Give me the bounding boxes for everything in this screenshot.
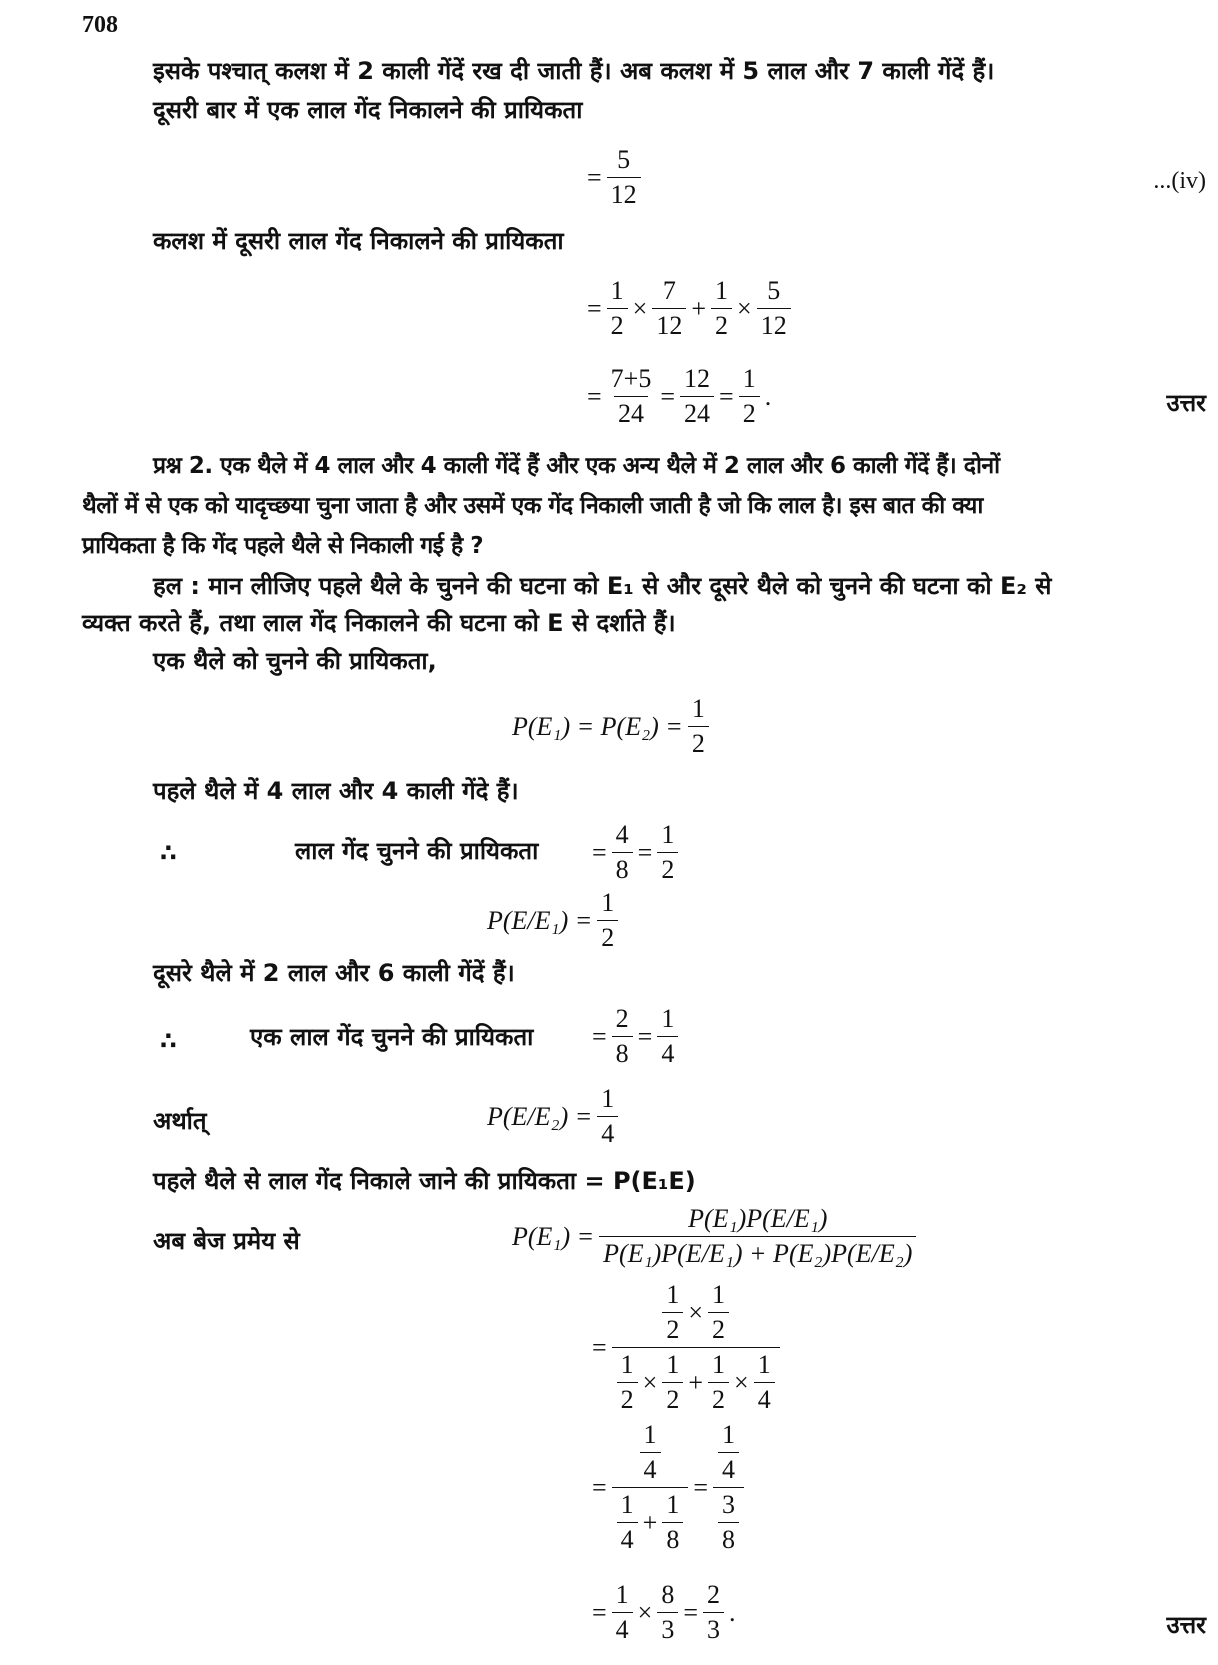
denominator bbox=[708, 1382, 729, 1415]
math-text: = bbox=[592, 1472, 607, 1502]
math-text: + bbox=[688, 1367, 704, 1397]
math-text: 2 bbox=[661, 855, 675, 884]
denominator bbox=[680, 396, 714, 429]
math-text: 2 bbox=[666, 1385, 680, 1414]
math-text: 4 bbox=[661, 1039, 675, 1068]
math-text: 24 bbox=[618, 399, 644, 428]
fraction bbox=[708, 1280, 729, 1345]
text-line: लाल गेंद चुनने की प्रायिकता bbox=[295, 837, 539, 865]
math-text: P(E₁)P(E/E₁) bbox=[688, 1204, 828, 1233]
answer-label: उत्तर bbox=[1166, 389, 1206, 417]
numerator bbox=[657, 820, 678, 852]
bayes-equation bbox=[510, 1204, 919, 1269]
math-text: 2 bbox=[610, 311, 624, 340]
math-text: 2 bbox=[615, 1004, 629, 1033]
math-text: 4 bbox=[643, 1455, 657, 1484]
denominator bbox=[739, 396, 760, 429]
fraction bbox=[657, 820, 678, 885]
math-text: 4 bbox=[601, 1119, 615, 1148]
denominator bbox=[612, 1487, 689, 1555]
math-text: 1 bbox=[666, 1490, 680, 1519]
math-text: × bbox=[637, 1597, 653, 1627]
fraction bbox=[607, 364, 656, 429]
math-text: 8 bbox=[666, 1525, 680, 1554]
math-text: × bbox=[737, 293, 752, 323]
math-text: 1 bbox=[610, 276, 624, 305]
denominator bbox=[617, 1522, 638, 1555]
math-text: 4 bbox=[757, 1385, 771, 1414]
fraction bbox=[754, 1350, 775, 1415]
answer-label: उत्तर bbox=[1166, 1611, 1206, 1639]
denominator bbox=[713, 1487, 744, 1555]
fraction bbox=[718, 1490, 739, 1555]
math-text: P(E₁)P(E/E₁) + P(E₂)P(E/E₂) bbox=[603, 1239, 913, 1268]
denominator bbox=[662, 1382, 683, 1415]
fraction bbox=[662, 1490, 683, 1555]
denominator bbox=[657, 852, 678, 885]
numerator bbox=[597, 888, 618, 920]
math-text: × bbox=[734, 1367, 749, 1397]
math-text: 1 bbox=[666, 1350, 680, 1379]
math-text: = bbox=[587, 293, 602, 323]
denominator bbox=[597, 920, 618, 953]
math-text: 7 bbox=[662, 276, 676, 305]
denominator bbox=[708, 1312, 729, 1345]
denominator bbox=[607, 308, 628, 341]
numerator bbox=[680, 364, 714, 396]
denominator bbox=[711, 308, 732, 341]
math-text: 1 bbox=[757, 1350, 771, 1379]
math-text: 12 bbox=[656, 311, 683, 340]
numerator bbox=[657, 1280, 734, 1347]
numerator bbox=[657, 1004, 678, 1036]
fraction bbox=[713, 1420, 744, 1555]
math-text: 2 bbox=[712, 1315, 726, 1344]
text-line: इसके पश्चात् कलश में 2 काली गेंदें रख दी जाती हैं। अब कलश में 5 लाल और 7 काली गेंदें हैं। bbox=[153, 57, 995, 85]
math-text: 2 bbox=[712, 1385, 726, 1414]
text-line: एक लाल गेंद चुनने की प्रायिकता bbox=[250, 1023, 534, 1051]
numerator bbox=[754, 1350, 775, 1382]
math-text: 1 bbox=[722, 1420, 736, 1449]
math-text: 1 bbox=[615, 1580, 629, 1609]
denominator bbox=[657, 1036, 678, 1069]
math-text: 12 bbox=[684, 364, 711, 393]
denominator bbox=[612, 1347, 780, 1415]
denominator bbox=[757, 308, 791, 341]
math-text: = bbox=[592, 1597, 607, 1627]
fraction bbox=[612, 1580, 633, 1645]
math-text: P(E/E₂) = bbox=[487, 1101, 593, 1131]
math-text: = bbox=[660, 381, 676, 411]
math-text: 4 bbox=[722, 1455, 736, 1484]
math-text: 5 bbox=[767, 276, 781, 305]
math-text: 1 bbox=[620, 1490, 634, 1519]
math-text: 8 bbox=[661, 1580, 675, 1609]
fraction bbox=[607, 276, 628, 341]
question-text: थैलों में से एक को यादृच्छया चुना जाता है और उसमें एक गेंद निकाली जाती है जो कि लाल है। इस बात की क्या bbox=[82, 493, 983, 519]
numerator bbox=[739, 364, 760, 396]
math-text: 1 bbox=[620, 1350, 634, 1379]
math-text: 4 bbox=[620, 1525, 634, 1554]
math-text: = bbox=[637, 837, 653, 867]
denominator bbox=[662, 1522, 683, 1555]
math-text: = bbox=[637, 1021, 653, 1051]
numerator bbox=[659, 276, 680, 308]
question-text: प्रायिकता है कि गेंद पहले थैले से निकाली गई है ? bbox=[82, 533, 484, 559]
math-text: 1 bbox=[666, 1280, 680, 1309]
math-text: = bbox=[592, 837, 607, 867]
equation bbox=[585, 364, 773, 429]
fraction bbox=[703, 1580, 724, 1645]
math-text: 2 bbox=[691, 729, 705, 758]
math-text: 2 bbox=[715, 311, 729, 340]
fraction bbox=[739, 364, 760, 429]
numerator bbox=[612, 1004, 633, 1036]
fraction bbox=[612, 1420, 689, 1555]
numerator bbox=[713, 1420, 744, 1487]
math-text: = bbox=[719, 381, 734, 411]
math-text: 2 bbox=[707, 1580, 721, 1609]
text-line: अर्थात् bbox=[153, 1107, 207, 1135]
numerator bbox=[662, 1280, 683, 1312]
fraction bbox=[597, 888, 618, 953]
denominator bbox=[597, 1116, 618, 1149]
numerator bbox=[607, 276, 628, 308]
fraction bbox=[599, 1204, 916, 1269]
math-text: 8 bbox=[615, 1039, 629, 1068]
denominator bbox=[688, 726, 709, 759]
denominator bbox=[640, 1452, 661, 1485]
numerator bbox=[635, 1420, 666, 1487]
text-line: दूसरी बार में एक लाल गेंद निकालने की प्रायिकता bbox=[153, 96, 583, 124]
text-line: पहले थैले से लाल गेंद निकाले जाने की प्रायिकता = P(E₁E) bbox=[153, 1167, 696, 1195]
fraction bbox=[662, 1280, 683, 1345]
fraction bbox=[652, 276, 686, 341]
numerator bbox=[708, 1280, 729, 1312]
equation bbox=[485, 888, 621, 953]
numerator bbox=[711, 276, 732, 308]
math-text: 5 bbox=[617, 145, 631, 174]
equation bbox=[585, 145, 644, 210]
text-line: पहले थैले में 4 लाल और 4 काली गेंदे हैं। bbox=[153, 777, 519, 805]
numerator bbox=[640, 1420, 661, 1452]
math-text: 4 bbox=[615, 1615, 629, 1644]
fraction bbox=[612, 1004, 633, 1069]
equation bbox=[590, 820, 681, 885]
math-text: . bbox=[764, 381, 772, 411]
math-text: 12 bbox=[760, 311, 787, 340]
math-text: 24 bbox=[684, 399, 711, 428]
math-text: × bbox=[632, 293, 648, 323]
math-text: 1 bbox=[601, 888, 615, 917]
text-line: अब बेज प्रमेय से bbox=[153, 1227, 300, 1255]
denominator bbox=[599, 1236, 916, 1269]
fraction bbox=[662, 1350, 683, 1415]
equation bbox=[590, 1580, 738, 1645]
equation bbox=[485, 1084, 621, 1149]
fraction bbox=[657, 1580, 678, 1645]
math-text: 1 bbox=[661, 820, 675, 849]
denominator bbox=[614, 396, 648, 429]
math-text: 1 bbox=[742, 364, 756, 393]
math-text: = bbox=[693, 1472, 709, 1502]
math-text: 2 bbox=[620, 1385, 634, 1414]
numerator bbox=[613, 145, 634, 177]
fraction bbox=[711, 276, 732, 341]
math-text: 1 bbox=[712, 1350, 726, 1379]
math-text: + bbox=[642, 1507, 658, 1537]
math-text: 2 bbox=[742, 399, 756, 428]
math-text: 2 bbox=[666, 1315, 680, 1344]
fraction bbox=[597, 1084, 618, 1149]
equation bbox=[510, 694, 712, 759]
equation bbox=[590, 1280, 783, 1415]
math-text: 12 bbox=[610, 180, 637, 209]
denominator bbox=[612, 852, 633, 885]
numerator bbox=[718, 1420, 739, 1452]
numerator bbox=[607, 364, 656, 396]
denominator bbox=[607, 177, 641, 210]
math-text: 1 bbox=[661, 1004, 675, 1033]
page-number: 708 bbox=[82, 12, 118, 38]
fraction bbox=[612, 1280, 780, 1415]
solution-text: हल : मान लीजिए पहले थैले के चुनने की घटना को E₁ से और दूसरे थैले को चुनने की घटना को E₂ से bbox=[153, 572, 1052, 600]
fraction bbox=[657, 1004, 678, 1069]
math-text: 3 bbox=[722, 1490, 736, 1519]
fraction bbox=[688, 694, 709, 759]
numerator bbox=[617, 1490, 638, 1522]
math-text: 2 bbox=[601, 923, 615, 952]
text-line: दूसरे थैले में 2 लाल और 6 काली गेंदें हैं। bbox=[153, 959, 515, 987]
fraction bbox=[607, 145, 641, 210]
numerator bbox=[718, 1490, 739, 1522]
math-text: = bbox=[587, 162, 602, 192]
numerator bbox=[617, 1350, 638, 1382]
fraction bbox=[640, 1420, 661, 1485]
numerator bbox=[597, 1084, 618, 1116]
therefore-symbol: ∴ bbox=[160, 839, 177, 867]
solution-text: व्यक्त करते हैं, तथा लाल गेंद निकालने की घटना को E से दर्शाते हैं। bbox=[82, 609, 676, 637]
math-text: 8 bbox=[615, 855, 629, 884]
math-text: 1 bbox=[715, 276, 729, 305]
fraction bbox=[617, 1490, 638, 1555]
math-text: P(E₁) = P(E₂) = bbox=[512, 711, 683, 741]
denominator bbox=[718, 1452, 739, 1485]
math-text: P(E/E₁) = bbox=[487, 905, 593, 935]
numerator bbox=[688, 694, 709, 726]
numerator bbox=[612, 1580, 633, 1612]
math-text: 3 bbox=[707, 1615, 721, 1644]
math-text: 7+5 bbox=[610, 364, 652, 393]
math-text: 3 bbox=[661, 1615, 675, 1644]
math-text: + bbox=[691, 293, 707, 323]
math-text: × bbox=[642, 1367, 658, 1397]
fraction bbox=[617, 1350, 638, 1415]
math-text: P(E₁) = bbox=[512, 1221, 595, 1251]
numerator bbox=[612, 820, 633, 852]
text-line: कलश में दूसरी लाल गेंद निकालने की प्रायिकता bbox=[153, 227, 564, 255]
denominator bbox=[617, 1382, 638, 1415]
fraction bbox=[708, 1350, 729, 1415]
numerator bbox=[684, 1204, 831, 1236]
math-text: = bbox=[683, 1597, 699, 1627]
denominator bbox=[703, 1612, 724, 1645]
math-text: = bbox=[587, 381, 602, 411]
math-text: . bbox=[729, 1597, 736, 1627]
denominator bbox=[718, 1522, 739, 1555]
denominator bbox=[754, 1382, 775, 1415]
numerator bbox=[708, 1350, 729, 1382]
therefore-symbol: ∴ bbox=[160, 1027, 177, 1055]
math-text: 1 bbox=[643, 1420, 657, 1449]
fraction bbox=[718, 1420, 739, 1485]
equation bbox=[590, 1420, 747, 1555]
numerator bbox=[662, 1350, 683, 1382]
denominator bbox=[657, 1612, 678, 1645]
numerator bbox=[703, 1580, 724, 1612]
denominator bbox=[612, 1036, 633, 1069]
math-text: 4 bbox=[615, 820, 629, 849]
denominator bbox=[652, 308, 686, 341]
denominator bbox=[662, 1312, 683, 1345]
fraction bbox=[612, 820, 633, 885]
math-text: = bbox=[592, 1332, 607, 1362]
text-line: एक थैले को चुनने की प्रायिकता, bbox=[153, 647, 437, 675]
math-text: 1 bbox=[712, 1280, 726, 1309]
equation bbox=[585, 276, 794, 341]
numerator bbox=[662, 1490, 683, 1522]
question-text: प्रश्न 2. एक थैले में 4 लाल और 4 काली गेंदें हैं और एक अन्य थैले में 2 लाल और 6 काली गेंदें हैं। दोनों bbox=[153, 453, 1000, 479]
math-text: 8 bbox=[722, 1525, 736, 1554]
equation bbox=[590, 1004, 681, 1069]
numerator bbox=[657, 1580, 678, 1612]
fraction bbox=[680, 364, 714, 429]
math-text: 1 bbox=[601, 1084, 615, 1113]
math-text: × bbox=[688, 1297, 704, 1327]
numerator bbox=[763, 276, 784, 308]
math-text: 1 bbox=[691, 694, 705, 723]
equation-number: ...(iv) bbox=[1153, 168, 1206, 194]
fraction bbox=[757, 276, 791, 341]
denominator bbox=[612, 1612, 633, 1645]
math-text: = bbox=[592, 1021, 607, 1051]
